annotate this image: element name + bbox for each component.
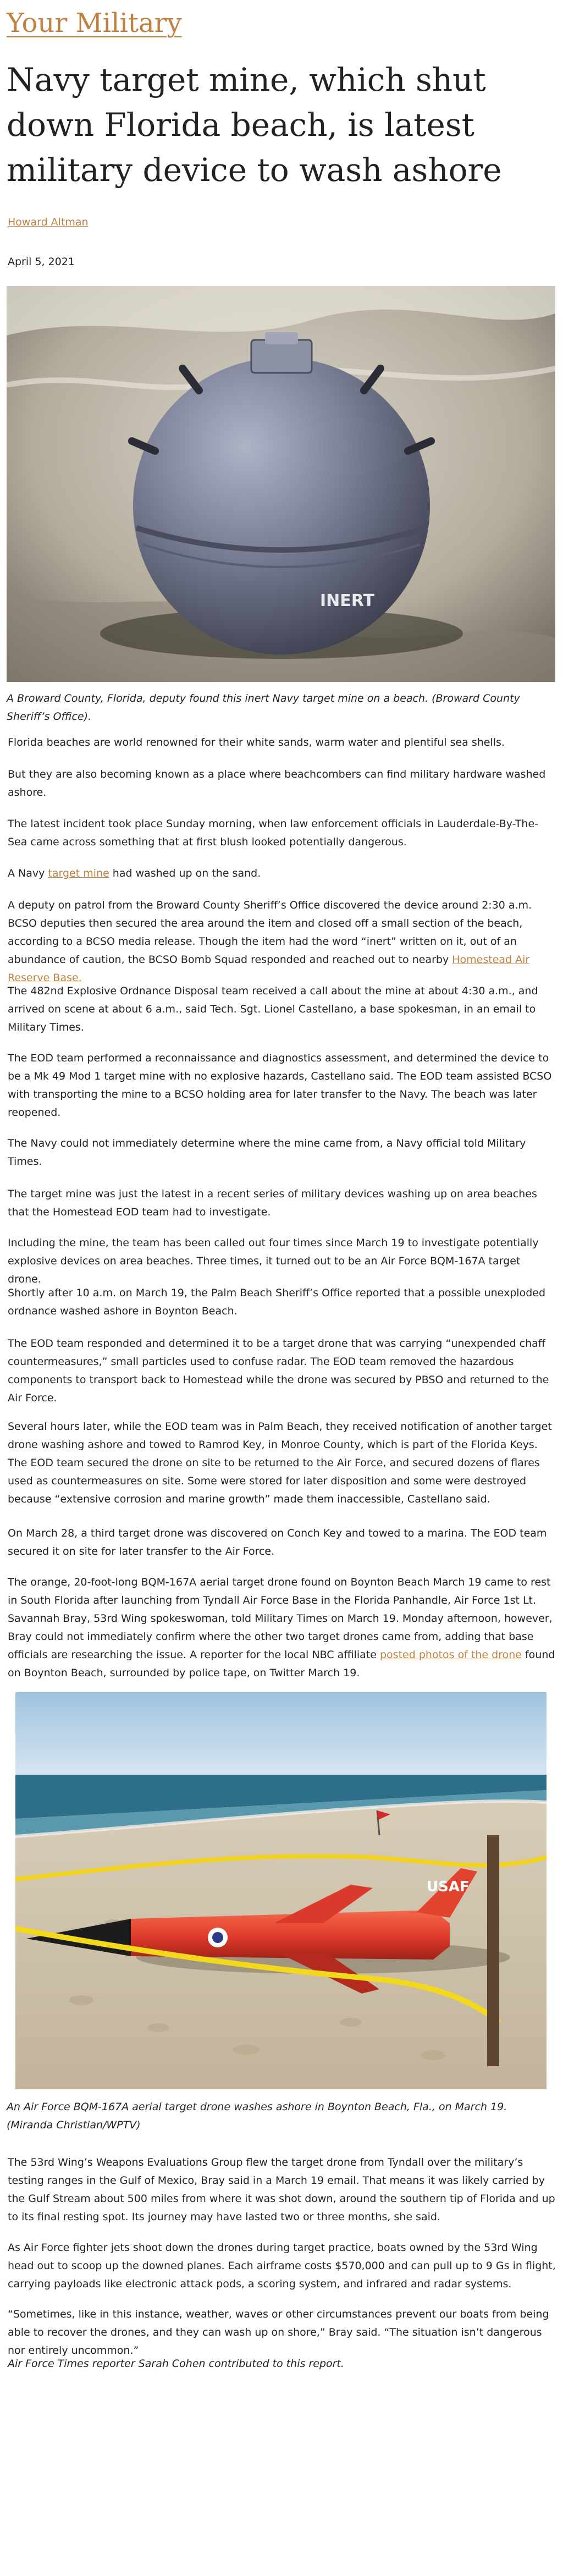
byline [8,213,89,232]
paragraph: The EOD team responded and determined it to be a target drone that was carrying “unexpended chaff countermeasures,” small particles used to confuse radar. The EOD team removed the hazardous components to transport back to Homestead while the drone was secured by PBSO and returned to the Air Force. [8,1337,549,1404]
section-link[interactable]: Your Military [7,8,182,38]
contributor-credit: Air Force Times reporter Sarah Cohen contributed to this report. [8,2358,344,2370]
paragraph: The 53rd Wing’s Weapons Evaluations Group flew the target drone from Tyndall over the military’s testing ranges in the Gulf of Mexico, Bray said in a March 19 email. That means it was likely carried by the Gulf Stream about 500 miles from where it was shot down, around the southern tip of Florida and up to its final resting spot. Its journey may have lasted two or three months, she said. [8,2156,555,2223]
paragraph: Several hours later, while the EOD team was in Palm Beach, they received notification of another target drone washing ashore and towed to Ramrod Key, in Monroe County, which is part of the Florida Keys. The EOD team secured the drone on site to be returned to the Air Force, and secured dozens of flares used as countermeasures on site. Some were stored for later disposition and some were destroyed because “extensive corrosion and marine growth” made them inaccessible, Castellano said. [8,1421,552,1505]
homestead-link[interactable]: Homestead Air Reserve Base. [8,954,530,984]
paragraph: The latest incident took place Sunday morning, when law enforcement officials in Lauderdale-By-The-Sea came across something that at first blush looked potentially dangerous. [8,818,538,848]
paragraph: The Navy could not immediately determine where the mine came from, a Navy official told Military Times. [8,1137,526,1168]
sky [15,1692,547,1775]
paragraph: The EOD team performed a reconnaissance and diagnostics assessment, and determined the device to be a Mk 49 Mod 1 target mine with no explosive hazards, Castellano said. The EOD team assisted BCSO with transporting the mine to a BCSO holding area for later transfer to the Navy. The beach was later reopened. [8,1052,552,1119]
mine-illustration [7,286,555,682]
paragraph: On March 28, a third target drone was discovered on Conch Key and towed to a marina. The EOD team secured it on site for later transfer to the Air Force. [8,1527,547,1557]
publish-date: April 5, 2021 [8,256,75,268]
paragraph: “Sometimes, like in this instance, weather, waves or other circumstances prevent our boats from being able to recover the drones, and they can wash up on shore,” Bray said. “The situation isn’t dangerous nor entirely uncommon.” [8,2308,549,2357]
drone-illustration [15,1692,547,2089]
paragraph: But they are also becoming known as a place where beachcombers can find military hardware washed ashore. [8,768,546,799]
paragraph: As Air Force fighter jets shoot down the drones during target practice, boats owned by the 53rd Wing head out to scoop up the downed planes. Each airframe costs $570,000 and can pull up to 9 Gs in flight, carrying payloads like electronic attack pods, a scoring system, and infrared and radar systems. [8,2242,556,2290]
author-link[interactable]: Howard Altman [8,216,89,228]
wooden-post [487,1835,499,2066]
mine-photo [7,286,555,682]
paragraph: The 482nd Explosive Ordnance Disposal team received a call about the mine at about 4:30 a.m., and arrived on scene at about 6 a.m., said Tech. Sgt. Lionel Castellano, a base spokesman, in an email to Military Times. [8,985,538,1033]
paragraph [8,896,556,987]
paragraph-text: had washed up on the sand. [109,867,261,879]
drone-photos-link[interactable]: posted photos of the drone [380,1649,522,1661]
paragraph: Florida beaches are world renowned for their white sands, warm water and plentiful sea shells. [8,736,505,748]
paragraph [8,1573,556,1682]
mine-inert-label: INERT [320,591,374,610]
paragraph-text: A deputy on patrol from the Broward County Sheriff’s Office discovered the device around 2:30 a.m. BCSO deputies then secured the area around the item and closed off a small section of the beach, according to a BCSO media release. Though the item had the word “inert” written on it, out of an abundance of caution, the BCSO Bomb Squad responded and reached out to nearby [8,899,532,966]
paragraph [8,865,556,883]
headline: Navy target mine, which shut down Florida beach, is latest military device to wash ashore [7,61,502,189]
mine-body [133,357,430,654]
paragraph-text: found on Boynton Beach, surrounded by police tape, on Twitter March 19. [8,1649,555,1679]
drone-photo-caption: An Air Force BQM-167A aerial target drone washes ashore in Boynton Beach, Fla., on March 19. (Miranda Christian/WPTV) [7,2101,507,2131]
paragraph: Including the mine, the team has been called out four times since March 19 to investigate potentially explosive devices on area beaches. Three times, it turned out to be an Air Force BQM-167A target drone. [8,1237,539,1285]
target-mine-link[interactable]: target mine [48,867,109,879]
paragraph: Shortly after 10 a.m. on March 19, the Palm Beach Sheriff’s Office reported that a possible unexploded ordnance washed ashore in Boynton Beach. [8,1287,545,1317]
mine-top-fitting [251,340,312,373]
paragraph: The target mine was just the latest in a recent series of military devices washing up on area beaches that the Homestead EOD team had to investigate. [8,1188,537,1218]
paragraph-text: A Navy [8,867,48,879]
mine-top-cap [265,332,298,344]
drone-photo [15,1692,547,2089]
paragraph-text: The orange, 20-foot-long BQM-167A aerial target drone found on Boynton Beach March 19 came to rest in South Florida after launching from Tyndall Air Force Base in the Florida Panhandle, Air Force 1st Lt. Savannah Bray, 53rd Wing spokeswoman, told Military Times on March 19. Monday afternoon, however, Bray could not immediately confirm where the other two target drones came from, adding that base officials are researching the issue. A reporter for the local NBC affiliate [8,1576,553,1661]
mine-photo-caption: A Broward County, Florida, deputy found this inert Navy target mine on a beach. (Broward County Sheriff’s Office). [7,692,520,723]
drone-usaf-marking: USAF [427,1879,470,1895]
